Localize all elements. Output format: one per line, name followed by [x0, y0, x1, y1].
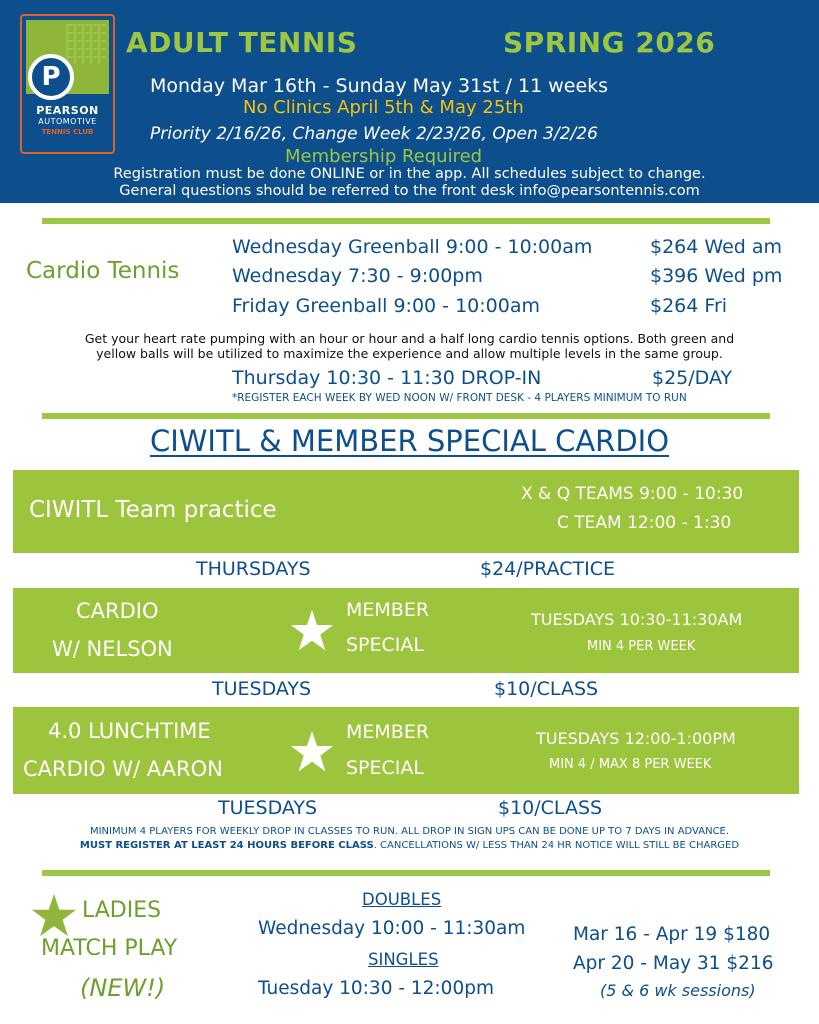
divider-1 [42, 218, 770, 224]
aaron-member-1: MEMBER [346, 721, 430, 743]
ladies-star-icon [30, 892, 78, 940]
session-1: Mar 16 - Apr 19 $180 [573, 924, 771, 945]
logo-sub2: TENNIS CLUB [41, 128, 94, 136]
priority-dates: Priority 2/16/26, Change Week 2/23/26, Open 3/2/26 [150, 124, 598, 144]
nelson-min: MIN 4 PER WEEK [587, 639, 696, 654]
cardio-description-2: yellow balls will be utilized to maximize the experience and allow multiple levels in the same group. [96, 346, 723, 361]
nelson-time: TUESDAYS 10:30-11:30AM [531, 610, 743, 629]
nelson-member-2: SPECIAL [346, 634, 424, 656]
aaron-title-2: CARDIO W/ AARON [23, 757, 223, 781]
questions-note: General questions should be referred to the front desk info@pearsontennis.com [119, 183, 700, 199]
divider-3 [42, 870, 770, 876]
cardio-row-price: $264 Wed am [650, 236, 783, 258]
logo-name: PEARSON [36, 104, 99, 117]
title-right: SPRING 2026 [503, 26, 716, 59]
nelson-title-1: CARDIO [76, 599, 159, 623]
doubles-time: Wednesday 10:00 - 11:30am [258, 918, 526, 939]
aaron-time: TUESDAYS 12:00-1:00PM [536, 729, 736, 748]
membership-required: Membership Required [285, 146, 483, 167]
ciwitl-team-label: CIWITL Team practice [29, 497, 277, 523]
doubles-label: DOUBLES [362, 890, 442, 909]
dropin-rules-bold: MUST REGISTER AT LEAST 24 HOURS BEFORE CLASS [79, 840, 374, 851]
cardio-row-price: $396 Wed pm [650, 265, 783, 287]
cardio-tennis-label: Cardio Tennis [26, 258, 180, 284]
cardio-nelson-band [13, 588, 799, 673]
logo-sub1: AUTOMOTIVE [38, 117, 97, 126]
ciwitl-team-times-1: X & Q TEAMS 9:00 - 10:30 [521, 484, 744, 504]
header-banner [0, 0, 819, 203]
member-special-star-icon [289, 729, 335, 775]
aaron-day: TUESDAYS [218, 797, 318, 819]
racket-strings-icon [66, 24, 106, 64]
nelson-member-1: MEMBER [346, 599, 430, 621]
session-2: Apr 20 - May 31 $216 [573, 953, 774, 974]
aaron-min: MIN 4 / MAX 8 PER WEEK [549, 757, 712, 772]
cardio-aaron-band [13, 707, 799, 794]
member-special-star-icon [289, 608, 335, 654]
ladies-title-2: MATCH PLAY [41, 936, 178, 961]
nelson-title-2: W/ NELSON [52, 637, 173, 661]
dropin-rules-1: MINIMUM 4 PLAYERS FOR WEEKLY DROP IN CLASSES TO RUN. ALL DROP IN SIGN UPS CAN BE DONE UP TO 7 DAYS IN ADVANCE. [89, 826, 730, 837]
singles-label: SINGLES [368, 950, 439, 969]
nelson-price: $10/CLASS [494, 678, 599, 700]
logo-letter: P [28, 54, 74, 100]
singles-time: Tuesday 10:30 - 12:00pm [258, 978, 494, 999]
cardio-row-time: Wednesday 7:30 - 9:00pm [232, 265, 483, 287]
dropin-rules-rest: . CANCELLATIONS W/ LESS THAN 24 HR NOTICE WILL STILL BE CHARGED [373, 840, 740, 851]
ciwitl-price: $24/PRACTICE [480, 558, 615, 580]
special-cardio-heading: CIWITL & MEMBER SPECIAL CARDIO [149, 424, 670, 458]
cardio-row-time: Wednesday Greenball 9:00 - 10:00am [232, 236, 593, 258]
dropin-rules-2 [0, 840, 819, 851]
sessions-note: (5 & 6 wk sessions) [600, 981, 756, 1000]
ladies-title-1: LADIES [82, 898, 162, 923]
cardio-description-1: Get your heart rate pumping with an hour or hour and a half long cardio tennis options. Both green and [84, 331, 735, 346]
title-left: ADULT TENNIS [126, 26, 358, 59]
registration-note: Registration must be done ONLINE or in the app. All schedules subject to change. [113, 166, 706, 182]
no-clinics: No Clinics April 5th & May 25th [243, 97, 524, 118]
ladies-new-tag: (NEW!) [80, 974, 166, 1002]
aaron-price: $10/CLASS [498, 797, 603, 819]
ciwitl-team-times-2: C TEAM 12:00 - 1:30 [557, 513, 732, 533]
divider-2 [42, 413, 770, 419]
session-dates: Monday Mar 16th - Sunday May 31st / 11 weeks [150, 75, 609, 97]
aaron-title-1: 4.0 LUNCHTIME [48, 719, 211, 743]
cardio-row-time: Friday Greenball 9:00 - 10:00am [232, 295, 540, 317]
cardio-row-price: $264 Fri [650, 295, 728, 317]
dropin-time: Thursday 10:30 - 11:30 DROP-IN [232, 367, 542, 389]
club-logo [20, 14, 115, 154]
ciwitl-day: THURSDAYS [196, 558, 311, 580]
dropin-note: *REGISTER EACH WEEK BY WED NOON W/ FRONT DESK - 4 PLAYERS MINIMUM TO RUN [232, 392, 687, 404]
dropin-price: $25/DAY [652, 367, 733, 389]
nelson-day: TUESDAYS [212, 678, 312, 700]
ciwitl-team-band [13, 470, 799, 553]
aaron-member-2: SPECIAL [346, 757, 424, 779]
